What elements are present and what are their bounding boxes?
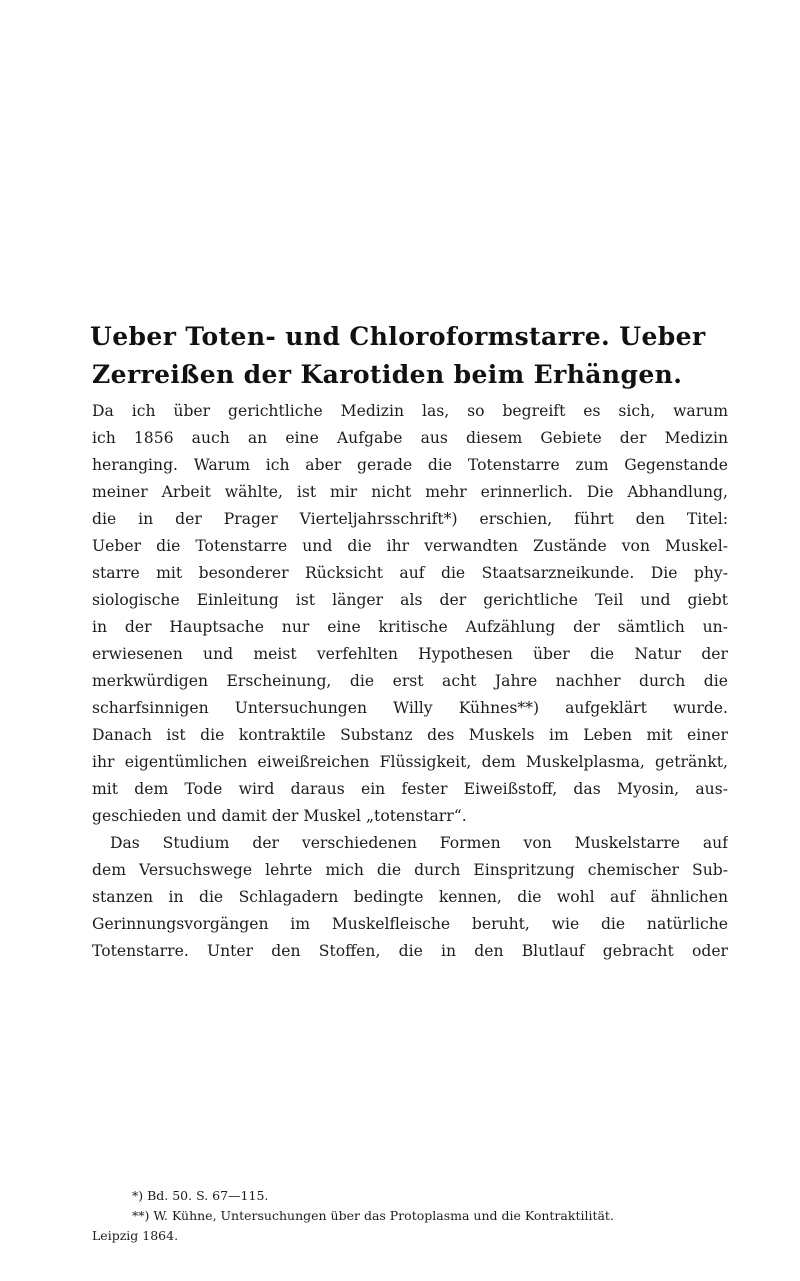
paragraph-1-line: Da ich über gerichtliche Medizin las, so begreift es sich, warum — [92, 402, 728, 420]
paragraph-1-line: scharfsinnigen Untersuchungen Willy Kühnes**) aufgeklärt wurde. — [92, 699, 728, 717]
paragraph-1-line: merkwürdigen Erscheinung, die erst acht Jahre nachher durch die — [92, 672, 728, 690]
paragraph-1-line: meiner Arbeit wählte, ist mir nicht mehr erinnerlich. Die Abhandlung, — [92, 483, 728, 501]
paragraph-1-line: siologische Einleitung ist länger als der gerichtliche Teil und giebt — [92, 591, 728, 609]
paragraph-1-line: Ueber die Totenstarre und die ihr verwandten Zustände von Muskel- — [92, 537, 728, 555]
footnotes — [92, 1186, 728, 1246]
paragraph-1-line: ihr eigentümlichen eiweißreichen Flüssigkeit, dem Muskelplasma, getränkt, — [92, 753, 728, 771]
paragraph-2-line: dem Versuchswege lehrte mich die durch Einspritzung chemischer Sub- — [92, 861, 728, 879]
paragraph-1-line: geschieden und damit der Muskel „totenstarr“. — [92, 807, 467, 825]
paragraph-1-line: mit dem Tode wird daraus ein fester Eiweißstoff, das Myosin, aus- — [92, 780, 728, 798]
footnote-1: *) Bd. 50. S. 67—115. — [132, 1188, 269, 1203]
paragraph-1-line: Danach ist die kontraktile Substanz des Muskels im Leben mit einer — [92, 726, 728, 744]
paragraph-2-line: Totenstarre. Unter den Stoffen, die in den Blutlauf gebracht oder — [92, 942, 728, 960]
paragraph-1-line: erwiesenen und meist verfehlten Hypothesen über die Natur der — [92, 645, 728, 663]
paragraph-1-line: die in der Prager Vierteljahrsschrift*) erschien, führt den Titel: — [92, 510, 728, 528]
paragraph-1-line: starre mit besonderer Rücksicht auf die Staatsarzneikunde. Die phy- — [92, 564, 728, 582]
heading-line-1: Ueber Toten- und Chloroformstarre. Ueber — [90, 322, 706, 351]
footnote-2: **) W. Kühne, Untersuchungen über das Protoplasma und die Kontraktilität. — [132, 1208, 614, 1223]
paragraph-1-line: in der Hauptsache nur eine kritische Aufzählung der sämtlich un- — [92, 618, 728, 636]
chapter-heading — [90, 318, 730, 394]
heading-line-2: Zerreißen der Karotiden beim Erhängen. — [92, 360, 683, 389]
body-text — [92, 398, 728, 965]
footnote-2-continuation: Leipzig 1864. — [92, 1228, 179, 1243]
paragraph-2-line: Gerinnungsvorgängen im Muskelfleische beruht, wie die natürliche — [92, 915, 728, 933]
paragraph-1-line: heranging. Warum ich aber gerade die Totenstarre zum Gegenstande — [92, 456, 728, 474]
paragraph-2-line: Das Studium der verschiedenen Formen von Muskelstarre auf — [110, 834, 728, 852]
paragraph-1-line: ich 1856 auch an eine Aufgabe aus diesem Gebiete der Medizin — [92, 429, 728, 447]
paragraph-2-line: stanzen in die Schlagadern bedingte kennen, die wohl auf ähnlichen — [92, 888, 728, 906]
